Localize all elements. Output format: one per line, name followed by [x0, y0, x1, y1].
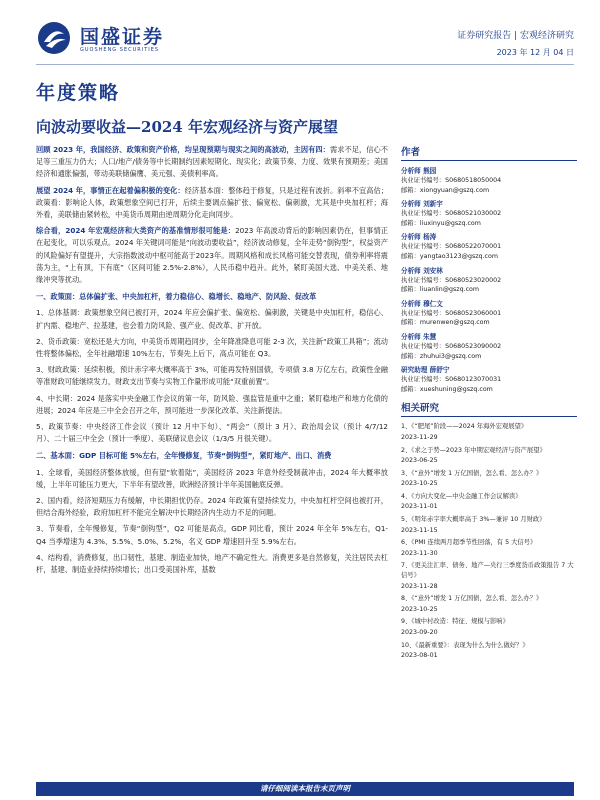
- analyst-email[interactable]: 邮箱：zhuhui3@gszq.com: [401, 352, 482, 360]
- analyst-license: 执业证书编号：S0680522070001: [401, 243, 502, 251]
- logo-icon: [36, 20, 72, 56]
- authors-heading: 作者: [401, 144, 577, 161]
- analyst-email[interactable]: 邮箱：xiongyuan@gszq.com: [401, 186, 490, 194]
- analyst-name: 分析师 刘新宇: [401, 200, 443, 209]
- analyst-name: 分析师 穆仁文: [401, 299, 443, 308]
- analyst-card: [401, 199, 577, 228]
- related-research: [401, 400, 577, 660]
- related-date: 2023-09-20: [401, 629, 438, 636]
- related-link[interactable]: 4、《方向大变化—中央金融工作会议解读》: [401, 492, 522, 500]
- related-link[interactable]: 3、《“意外”增发 1 万亿国债，怎么看、怎么办？》: [401, 469, 543, 477]
- report-title: 向波动要收益—2024 年宏观经济与资产展望: [36, 118, 338, 136]
- report-body: [36, 144, 388, 580]
- highlight-text: 回顾 2023 年，我国经济、政策和资产价格，均呈现预期与现实之间的高波动，主因有四：: [36, 145, 330, 154]
- related-link[interactable]: 2、《求之于势—2023 年中期宏观经济与资产展望》: [401, 446, 546, 454]
- related-link[interactable]: 8、《“意外”增发 1 万亿国债，怎么看、怎么办？》: [401, 595, 543, 603]
- brand-name: 国盛证券: [80, 26, 165, 48]
- highlight-text: 综合看，2024 年宏观经济和大类资产的基准情形很可能是：: [36, 226, 236, 236]
- related-date: 2023-08-01: [401, 652, 438, 660]
- related-link[interactable]: 1、《“肥尾”阶段——2024 年海外宏观展望》: [401, 423, 528, 431]
- analyst-card: [401, 332, 577, 361]
- analyst-license: 执业证书编号：S0680523060001: [401, 309, 502, 317]
- analyst-card: [401, 365, 577, 394]
- list-item: 2、国内看，经济短期压力有缓解，中长期担忧仍存。2024 年政策有望持续发力，中央加杠杆空间也被打开，但结合海外经验，政府加杠杆不能完全解决中长期经济内生动力不足的问题。: [36, 496, 388, 518]
- related-date: 2023-11-30: [401, 549, 438, 557]
- related-date: 2023-11-29: [401, 433, 438, 441]
- report-date: 2023 年 12 月 04 日: [496, 48, 574, 57]
- paragraph-text: 需求不足，信心不足等三重压力仍大；人口/地产/债务等中长期制约因素短期化、现实化；政策节奏、力度、效果有预期差；美国经济和通胀偏强，带动美联储偏鹰、美元强、美债利率高。: [36, 145, 388, 179]
- highlight-text: 展望 2024 年，事情正在起着偏积极的变化：: [36, 185, 185, 195]
- analyst-name: 分析师 刘安林: [401, 266, 443, 275]
- analyst-card: [401, 299, 577, 328]
- paragraph-text: 经济基本面：整体趋于修复，只是过程有波折。斜率不宜高估；政策看：影响论人体，政策想象空间已打开，后续主要调点偏扩张、偏宽松、偏刺激，尤其是中央加杠杆；海外看，美联储由紧转松，中美货币周期由逆周期分化走向同步。: [36, 185, 388, 220]
- list-item: 2、货币政策：宽松还是大方向，中美货币周期趋同步，全年降准降息可能 2-3 次，关注新“政策工具箱”；流动性将整体偏松，全年社融增速 10%左右，节奏先上后下，高点可能在 Q3。: [36, 336, 388, 359]
- list-item: 5、政策节奏：中央经济工作会议（预计 12 月中下旬）、“两会”（预计 3 月）、政治局会议（预计 4/7/12 月）、二十届三中全会（预计一季度）、美联储议息会议（1/3/5 月很关键）。: [36, 422, 388, 444]
- list-item: 4、中长期：2024 是落实中央金融工作会议的第一年，防风险、强监管是重中之重；紧盯稳地产和地方化债的进展；2024 年应是三中全会召开之年，预可能进一步深化改革、关注新提法。: [36, 393, 388, 415]
- related-link[interactable]: 6、《PMI 连续两月超季节性回落，有 5 大信号》: [401, 539, 537, 547]
- list-item: 1、全球看，美国经济整体放缓，但有望“软着陆”，美国经济 2023 年意外经受制裁冲击，2024 年大概率放缓，上半年可能压力更大，下半年有望改善，欧洲经济预计半年美国触底反弹。: [36, 467, 388, 489]
- analyst-name: 分析师 熊园: [401, 167, 437, 175]
- list-item: 1、总体基调：政策想象空间已被打开，2024 年应会偏扩张、偏宽松、偏刺激，关键是中央加杠杆，稳信心、扩内需、稳地产、拉基建，也会着力防风险、强产业、促改革、扩开放。: [36, 308, 388, 330]
- related-date: 2023-11-01: [401, 503, 438, 511]
- analyst-email[interactable]: 邮箱：murenwen@gszq.com: [401, 319, 490, 327]
- analyst-license: 执业证书编号：S0680518050004: [401, 177, 502, 184]
- section-heading-fundamentals: 二、基本面：GDP 目标可能 5%左右，全年慢修复，节奏“倒钩型”，紧盯地产、出口、消费: [36, 451, 332, 461]
- analyst-email[interactable]: 邮箱：yangtao3123@gszq.com: [401, 252, 498, 260]
- related-date: 2023-10-25: [401, 605, 438, 613]
- related-date: 2023-10-25: [401, 480, 438, 488]
- company-logo: [36, 20, 166, 60]
- analyst-email[interactable]: 邮箱：liuxinyu@gszq.com: [401, 219, 481, 227]
- paragraph-outlook: [36, 185, 388, 222]
- disclaimer-footer: 请仔细阅读本报告末页声明: [36, 782, 574, 796]
- related-link[interactable]: 5、《明年赤字率大概率高于 3%—兼评 10 月财政》: [401, 516, 546, 524]
- section-heading-policy: 一、政策面：总体偏扩张、中央加杠杆，着力稳信心、稳增长、稳地产、防风险、促改革: [36, 292, 317, 302]
- list-item: 3、财政政策：延续积极，预计赤字率大概率高于 3%，可能再发特别国债，专项债 3.8 万亿左右，政策性金融等准财政可能继续发力，财政支出节奏与实物工作量形成可能“双重前置”。: [36, 365, 388, 387]
- related-date: 2023-11-15: [401, 526, 438, 534]
- analyst-email[interactable]: 邮箱：xueshuning@gszq.com: [401, 385, 493, 393]
- header-divider: [36, 64, 574, 65]
- paragraph-text: 2023 年高波动背后的影响因素仍在，但事情正在起变化，可以乐观点。2024 年关键词可能是“向波动要收益”，经济波动修复，全年走势“倒钩型”，权益资产的风险偏好有望提升，大宗指数波动中枢可能高于2023年。周期风格和成长风格可能交替表现，债券利率将震荡为主，“上有顶，下有底”（区间可能 2.5%-2.8%），人民币稳中趋升。此外，紧盯美国大选、中美关系、地缘冲突等扰动。: [36, 226, 388, 285]
- analyst-name: 分析师 杨涛: [401, 233, 437, 242]
- report-type: 证券研究报告 | 宏观经济研究: [457, 31, 574, 41]
- related-link[interactable]: 9、《城中村改造：特征、规模与影响》: [401, 618, 509, 626]
- related-date: 2023-11-28: [401, 582, 438, 590]
- analyst-card: [401, 266, 577, 295]
- analyst-license: 执业证书编号：S0680521030002: [401, 210, 502, 218]
- paragraph-review: [36, 144, 388, 181]
- analyst-card: [401, 166, 577, 195]
- related-link[interactable]: 7、《更关注汇率、债务、地产—央行三季度货币政策报告 7 大信号》: [401, 562, 574, 580]
- related-link[interactable]: 10、《最新重要》：表现为什么为什么做好？》: [401, 641, 529, 649]
- list-item: 4、结构看，消费修复，出口韧性，基建、制造业加快，地产不确定性大。消费更多是自然修复，关注居民去杠杆，基建、制造业持续持续增长；出口受美国补库，基数: [36, 552, 388, 575]
- analyst-card: [401, 232, 577, 261]
- analyst-license: 执业证书编号：S0680523090002: [401, 342, 502, 350]
- analyst-name: 分析师 朱慧: [401, 332, 437, 341]
- report-header: [0, 0, 600, 60]
- analyst-email[interactable]: 邮箱：liuanlin@gszq.com: [401, 286, 480, 294]
- analyst-license: 执业证书编号：S0680523020002: [401, 276, 502, 284]
- analyst-license: 执业证书编号：S0680123070031: [401, 376, 502, 384]
- related-heading: 相关研究: [401, 400, 577, 417]
- related-date: 2023-06-25: [401, 457, 438, 465]
- analyst-name: 研究助理 薛舒宁: [401, 366, 450, 375]
- sidebar: [401, 144, 577, 664]
- section-kicker: 年度策略: [36, 82, 121, 104]
- paragraph-summary: [36, 225, 388, 286]
- list-item: 3、节奏看，全年慢修复，节奏“倒钩型”，Q2 可能是高点，GDP 同比看，预计 2024 年全年 5%左右，Q1-Q4 当季增速为 4.3%、5.5%、5.0%、5.2%，名义 GDP 增速回升至 5.9%左右。: [36, 524, 388, 546]
- brand-name-en: GUOSHENG SECURITIES: [80, 47, 160, 53]
